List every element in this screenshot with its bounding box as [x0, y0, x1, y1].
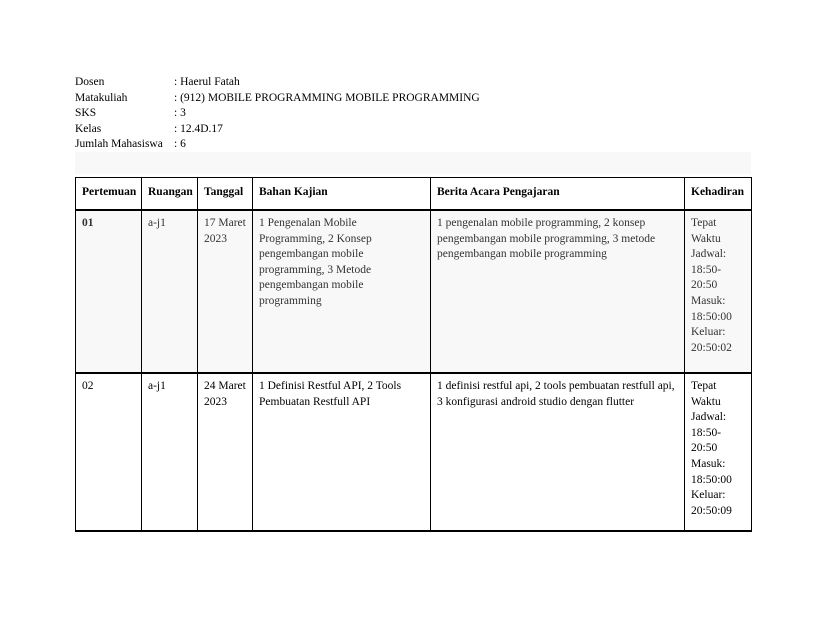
- cell-ruangan: a-j1: [142, 210, 198, 373]
- jumlah-mahasiswa-value: : 6: [174, 138, 186, 150]
- dosen-row: [75, 75, 480, 91]
- sks-row: [75, 106, 480, 122]
- kelas-label: Kelas: [75, 122, 102, 135]
- matakuliah-label: Matakuliah: [75, 91, 128, 104]
- col-header-pertemuan: Pertemuan: [76, 178, 142, 211]
- cell-bahan-kajian: 1 Pengenalan Mobile Programming, 2 Konsep pengembangan mobile programming, 3 Metode pengembangan mobile programming: [253, 210, 431, 373]
- cell-berita-acara: 1 pengenalan mobile programming, 2 konsep pengembangan mobile programming, 3 metode pengembangan mobile programming: [431, 210, 685, 373]
- col-header-bahan-kajian: Bahan Kajian: [253, 178, 431, 211]
- cell-tanggal: 17 Maret 2023: [198, 210, 253, 373]
- jumlah-mahasiswa-label: Jumlah Mahasiswa: [75, 138, 163, 150]
- col-header-berita-acara: Berita Acara Pengajaran: [431, 178, 685, 211]
- cell-ruangan: a-j1: [142, 373, 198, 531]
- table-row: [76, 210, 752, 373]
- matakuliah-row: [75, 91, 480, 107]
- attendance-table: [75, 177, 752, 532]
- col-header-ruangan: Ruangan: [142, 178, 198, 211]
- dosen-label: Dosen: [75, 76, 105, 88]
- cell-berita-acara: 1 definisi restful api, 2 tools pembuatan restfull api, 3 konfigurasi android studio dengan flutter: [431, 373, 685, 531]
- kelas-value: : 12.4D.17: [174, 122, 223, 135]
- course-info: [75, 75, 480, 153]
- table-row: [76, 373, 752, 531]
- col-header-tanggal: Tanggal: [198, 178, 253, 211]
- cell-kehadiran: Tepat Waktu Jadwal: 18:50-20:50 Masuk: 18:50:00 Keluar: 20:50:02: [685, 210, 752, 373]
- cell-pertemuan: 02: [76, 373, 142, 531]
- col-header-kehadiran: Kehadiran: [685, 178, 752, 211]
- sks-value: : 3: [174, 107, 186, 119]
- cell-pertemuan: 01: [76, 210, 142, 373]
- cell-kehadiran: Tepat Waktu Jadwal: 18:50-20:50 Masuk: 18:50:00 Keluar: 20:50:09: [685, 373, 752, 531]
- header-shade-band: [75, 152, 751, 174]
- sks-label: SKS: [75, 107, 97, 119]
- table-header-row: [76, 178, 752, 211]
- dosen-value: : Haerul Fatah: [174, 76, 240, 88]
- matakuliah-value: : (912) MOBILE PROGRAMMING MOBILE PROGRAMMING: [174, 91, 480, 104]
- cell-tanggal: 24 Maret 2023: [198, 373, 253, 531]
- jumlah-mahasiswa-row: [75, 137, 480, 153]
- kelas-row: [75, 122, 480, 138]
- cell-bahan-kajian: 1 Definisi Restful API, 2 Tools Pembuatan Restfull API: [253, 373, 431, 531]
